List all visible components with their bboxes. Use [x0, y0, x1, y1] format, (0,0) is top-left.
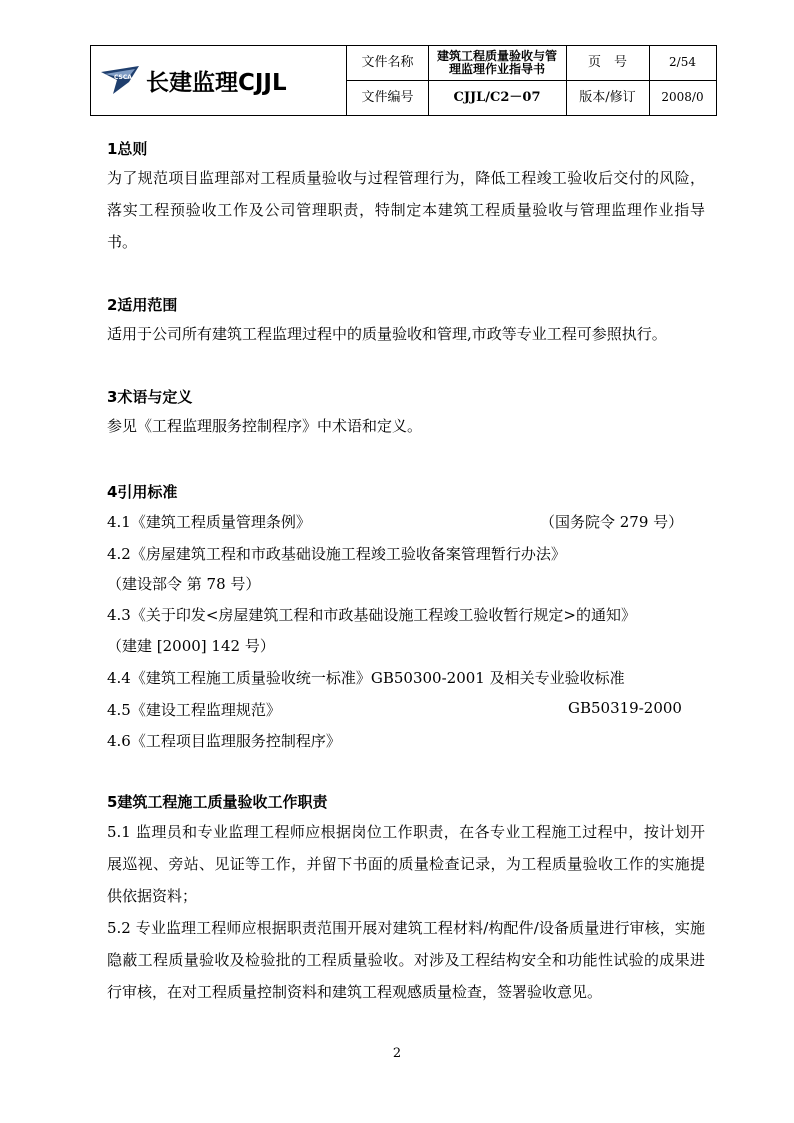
reference-item-5-note: GB50319-2000: [568, 699, 682, 717]
label-version: 版本/修订: [579, 89, 636, 105]
logo-cell: [91, 46, 347, 115]
section-1-title: 1总则: [107, 140, 148, 158]
document-header-table: [90, 45, 717, 116]
section-5-paragraph-1: 5.1 监理员和专业监理工程师应根据岗位工作职责，在各专业工程施工过程中，按计划开展巡视、旁站、见证等工作，并留下书面的质量检查记录，为工程质量验收工作的实施提供依据资料；: [107, 823, 705, 905]
section-4-title: 4引用标准: [107, 483, 178, 501]
label-file-code: 文件编号: [361, 89, 414, 105]
section-3-text: 参见《工程监理服务控制程序》中术语和定义。: [107, 417, 423, 435]
label-page: 页 号: [587, 54, 627, 70]
reference-item-6: 4.6《工程项目监理服务控制程序》: [107, 732, 341, 750]
reference-item-4: 4.4《建筑工程施工质量验收统一标准》GB50300-2001 及相关专业验收标准: [107, 669, 625, 687]
section-1-text: 为了规范项目监理部对工程质量验收与过程管理行为，降低工程竣工验收后交付的风险，落实工程预验收工作及公司管理职责，特制定本建筑工程质量验收与管理监理作业指导书。: [107, 169, 705, 251]
company-logo-icon: [99, 62, 141, 96]
label-file-name: 文件名称: [361, 54, 414, 70]
reference-item-3-note: （建建 [2000] 142 号）: [107, 637, 275, 655]
page-number: 2: [392, 1046, 402, 1061]
reference-item-1: 4.1《建筑工程质量管理条例》: [107, 513, 311, 531]
reference-item-3: 4.3《关于印发<房屋建筑工程和市政基础设施工程竣工验收暂行规定>的通知》: [107, 606, 636, 624]
value-file-code: CJJL/C2－07: [453, 89, 541, 105]
reference-item-1-note: （国务院令 279 号）: [540, 513, 684, 531]
logo-text: 长建监理CJJL: [146, 70, 287, 96]
section-2-title: 2适用范围: [107, 296, 178, 314]
section-2-text: 适用于公司所有建筑工程监理过程中的质量验收和管理,市政等专业工程可参照执行。: [107, 325, 667, 343]
reference-item-2: 4.2《房屋建筑工程和市政基础设施工程竣工验收备案管理暂行办法》: [107, 545, 566, 563]
value-version: 2008/0: [661, 90, 704, 105]
section-5-title: 5建筑工程施工质量验收工作职责: [107, 793, 328, 811]
reference-item-5: 4.5《建设工程监理规范》: [107, 701, 281, 719]
reference-item-2-note: （建设部令 第 78 号）: [107, 575, 261, 593]
section-3-title: 3术语与定义: [107, 388, 193, 406]
value-page: 2/54: [669, 55, 696, 70]
logo-mark-text: CSCA: [114, 74, 132, 81]
section-5-paragraph-2: 5.2 专业监理工程师应根据职责范围开展对建筑工程材料/构配件/设备质量进行审核，实施隐蔽工程质量验收及检验批的工程质量验收。对涉及工程结构安全和功能性试验的成果进行审核，在对工程质量控制资料和建筑工程观感质量检查，签署验收意见。: [107, 919, 705, 1001]
value-file-name: 建筑工程质量验收与管理监理作业指导书: [436, 48, 557, 76]
